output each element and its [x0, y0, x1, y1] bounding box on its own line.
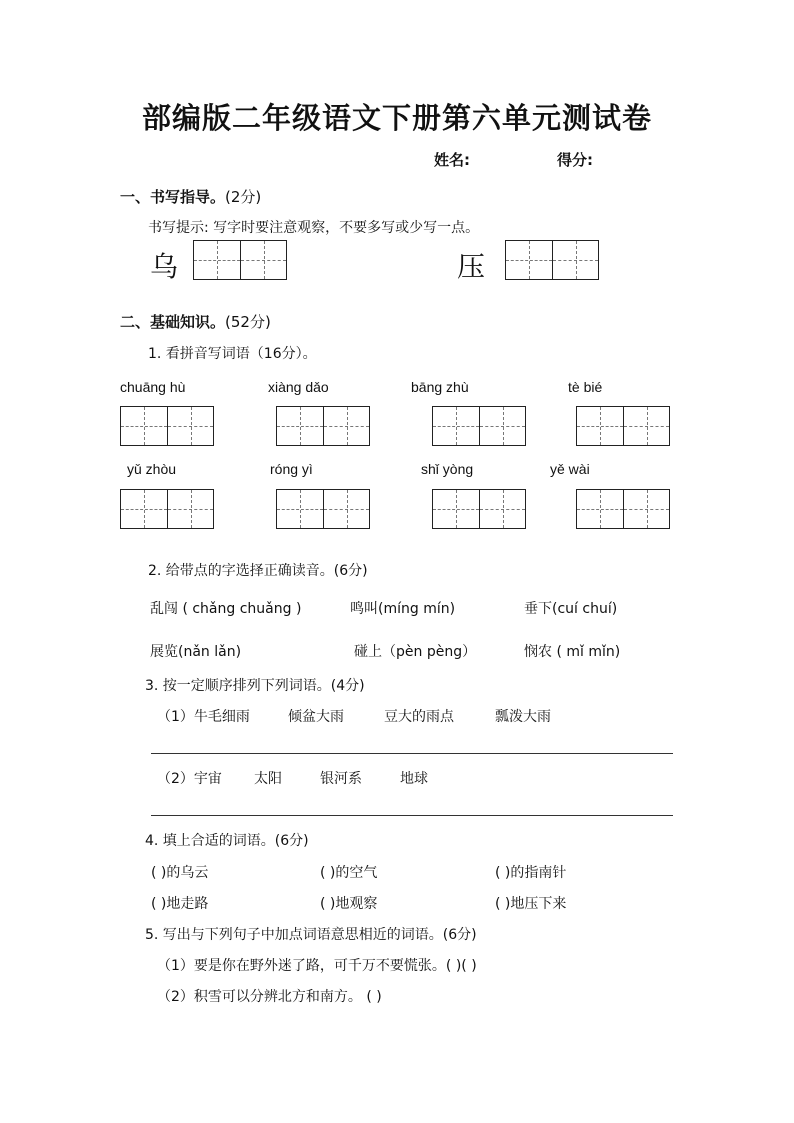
page-title: 部编版二年级语文下册第六单元测试卷	[141, 101, 652, 135]
answer-grid[interactable]	[576, 406, 670, 446]
pinyin-label: bāng zhù	[411, 379, 469, 395]
q5-sentence-2[interactable]: （2）积雪可以分辨北方和南方。 ( )	[157, 989, 382, 1005]
q3-title: 3. 按一定顺序排列下列词语。(4分)	[145, 678, 365, 694]
q5-sentence-1[interactable]: （1）要是你在野外迷了路，可千万不要慌张。( )( )	[157, 958, 477, 974]
fill-blank[interactable]: ( )地走路	[151, 896, 209, 912]
section1-title: 一、书写指导。	[120, 188, 226, 206]
fill-blank[interactable]: ( )的乌云	[151, 865, 209, 881]
section1-heading	[120, 186, 261, 207]
reading-choice[interactable]: 悯农 ( mǐ mǐn)	[524, 644, 621, 660]
section1-score: (2分)	[225, 188, 262, 206]
answer-grid[interactable]	[276, 406, 370, 446]
q3-word: 银河系	[320, 771, 362, 787]
writing-grid-1[interactable]	[193, 240, 287, 280]
name-label: 姓名:	[434, 151, 470, 169]
pinyin-label: yě wài	[550, 461, 590, 477]
q3-row2-label: （2）宇宙	[157, 771, 222, 787]
answer-grid[interactable]	[576, 489, 670, 529]
q5-title: 5. 写出与下列句子中加点词语意思相近的词语。(6分)	[145, 927, 477, 943]
pinyin-label: shǐ yòng	[421, 461, 474, 477]
section2-heading	[120, 311, 271, 332]
pinyin-label: xiàng dǎo	[268, 379, 329, 395]
pinyin-label: yǔ zhòu	[127, 461, 177, 477]
reading-choice[interactable]: 碰上（pèn pèng）	[354, 644, 477, 660]
fill-blank[interactable]: ( )地压下来	[495, 896, 567, 912]
q4-title: 4. 填上合适的词语。(6分)	[145, 833, 309, 849]
reading-choice[interactable]: 展览(nǎn lǎn)	[150, 644, 242, 660]
score-label: 得分:	[557, 151, 593, 169]
q3-word: 太阳	[254, 771, 282, 787]
q2-title: 2. 给带点的字选择正确读音。(6分)	[148, 563, 368, 579]
answer-grid[interactable]	[432, 406, 526, 446]
q3-word: 倾盆大雨	[288, 709, 344, 725]
reading-choice[interactable]: 垂下(cuí chuí)	[524, 601, 618, 617]
writing-tip: 书写提示: 写字时要注意观察，不要多写或少写一点。	[148, 220, 480, 236]
q3-row1-label: （1）牛毛细雨	[157, 709, 250, 725]
fill-blank[interactable]: ( )地观察	[320, 896, 378, 912]
practice-char-1: 乌	[150, 250, 179, 283]
writing-grid-2[interactable]	[505, 240, 599, 280]
answer-grid[interactable]	[120, 489, 214, 529]
answer-line[interactable]	[151, 815, 673, 816]
q3-word: 瓢泼大雨	[495, 709, 551, 725]
answer-grid[interactable]	[120, 406, 214, 446]
q3-word: 豆大的雨点	[384, 709, 454, 725]
answer-grid[interactable]	[432, 489, 526, 529]
answer-line[interactable]	[151, 753, 673, 754]
pinyin-label: tè bié	[568, 379, 603, 395]
reading-choice[interactable]: 鸣叫(míng mín)	[350, 601, 456, 617]
reading-choice[interactable]: 乱闯 ( chǎng chuǎng )	[150, 601, 302, 617]
practice-char-2: 压	[457, 250, 486, 283]
q1-title: 1. 看拼音写词语（16分）。	[148, 346, 317, 362]
pinyin-label: róng yì	[270, 461, 313, 477]
fill-blank[interactable]: ( )的指南针	[495, 865, 567, 881]
pinyin-label: chuāng hù	[120, 379, 186, 395]
answer-grid[interactable]	[276, 489, 370, 529]
section2-score: (52分)	[225, 313, 271, 331]
q3-word: 地球	[400, 771, 428, 787]
fill-blank[interactable]: ( )的空气	[320, 865, 378, 881]
section2-title: 二、基础知识。	[120, 313, 226, 331]
